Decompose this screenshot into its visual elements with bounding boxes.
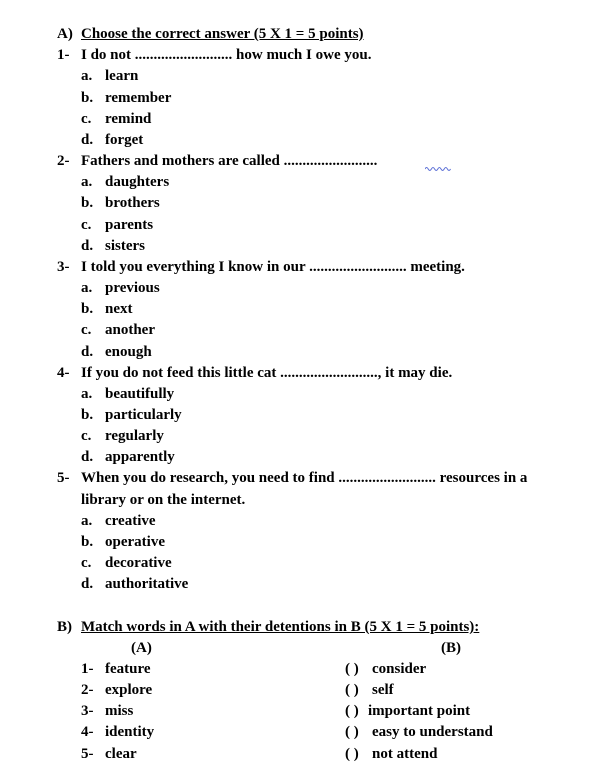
section-b-label: B) [57,619,72,635]
option-text: previous [105,280,160,296]
option-letter: a. [81,68,93,84]
option-letter: b. [81,195,94,211]
option-text: brothers [105,195,160,211]
option-text: particularly [105,407,182,423]
option-text: decorative [105,555,172,571]
match-definition: important point [368,703,471,719]
question-number: 3- [57,259,70,275]
option-text: parents [105,217,154,233]
match-definition: consider [372,661,427,677]
match-word: explore [105,682,153,698]
option-letter: d. [81,344,94,360]
option-text: operative [105,534,165,550]
option-text: regularly [105,428,164,444]
option-text: remind [105,111,152,127]
option-letter: c. [81,428,92,444]
match-blank[interactable]: ( ) [345,703,359,719]
option-text: learn [105,68,139,84]
match-word: clear [105,746,137,762]
option-text: creative [105,513,156,529]
match-definition: not attend [372,746,438,762]
option-letter: c. [81,217,92,233]
column-a-header: (A) [131,640,152,656]
question-stem: When you do research, you need to find .......................... resources in a [81,470,528,486]
option-letter: a. [81,174,93,190]
question-number: 2- [57,153,70,169]
option-letter: d. [81,576,94,592]
option-text: enough [105,344,152,360]
match-blank[interactable]: ( ) [345,682,359,698]
column-b-header: (B) [441,640,461,656]
question-stem-continuation: library or on the internet. [81,492,246,508]
option-letter: b. [81,90,94,106]
option-text: daughters [105,174,170,190]
option-text: apparently [105,449,175,465]
question-stem: I do not .......................... how much I owe you. [81,47,372,63]
option-text: sisters [105,238,145,254]
option-text: another [105,322,155,338]
option-letter: b. [81,407,94,423]
match-blank[interactable]: ( ) [345,661,359,677]
section-a-heading: Choose the correct answer (5 X 1 = 5 points) [81,26,364,42]
match-blank[interactable]: ( ) [345,724,359,740]
match-number: 5- [81,746,94,762]
match-number: 2- [81,682,94,698]
question-number: 5- [57,470,70,486]
match-definition: self [372,682,394,698]
option-letter: a. [81,280,93,296]
option-letter: b. [81,301,94,317]
option-text: forget [105,132,144,148]
match-number: 1- [81,661,94,677]
option-letter: a. [81,513,93,529]
spellcheck-squiggle-icon [425,166,451,171]
match-word: identity [105,724,155,740]
option-letter: c. [81,322,92,338]
section-b-heading: Match words in A with their detentions in B (5 X 1 = 5 points): [81,619,480,635]
question-stem: If you do not feed this little cat .........................., it may die. [81,365,453,381]
option-text: next [105,301,133,317]
match-word: feature [105,661,151,677]
option-letter: b. [81,534,94,550]
section-a-label: A) [57,26,73,42]
match-blank[interactable]: ( ) [345,746,359,762]
match-number: 3- [81,703,94,719]
option-letter: d. [81,132,94,148]
question-number: 1- [57,47,70,63]
option-letter: d. [81,238,94,254]
option-text: remember [105,90,172,106]
question-stem: Fathers and mothers are called ......................... [81,153,378,169]
match-definition: easy to understand [372,724,493,740]
match-number: 4- [81,724,94,740]
option-letter: d. [81,449,94,465]
option-letter: c. [81,111,92,127]
match-word: miss [105,703,134,719]
option-letter: a. [81,386,93,402]
question-stem: I told you everything I know in our .......................... meeting. [81,259,465,275]
question-number: 4- [57,365,70,381]
option-letter: c. [81,555,92,571]
option-text: authoritative [105,576,189,592]
option-text: beautifully [105,386,175,402]
